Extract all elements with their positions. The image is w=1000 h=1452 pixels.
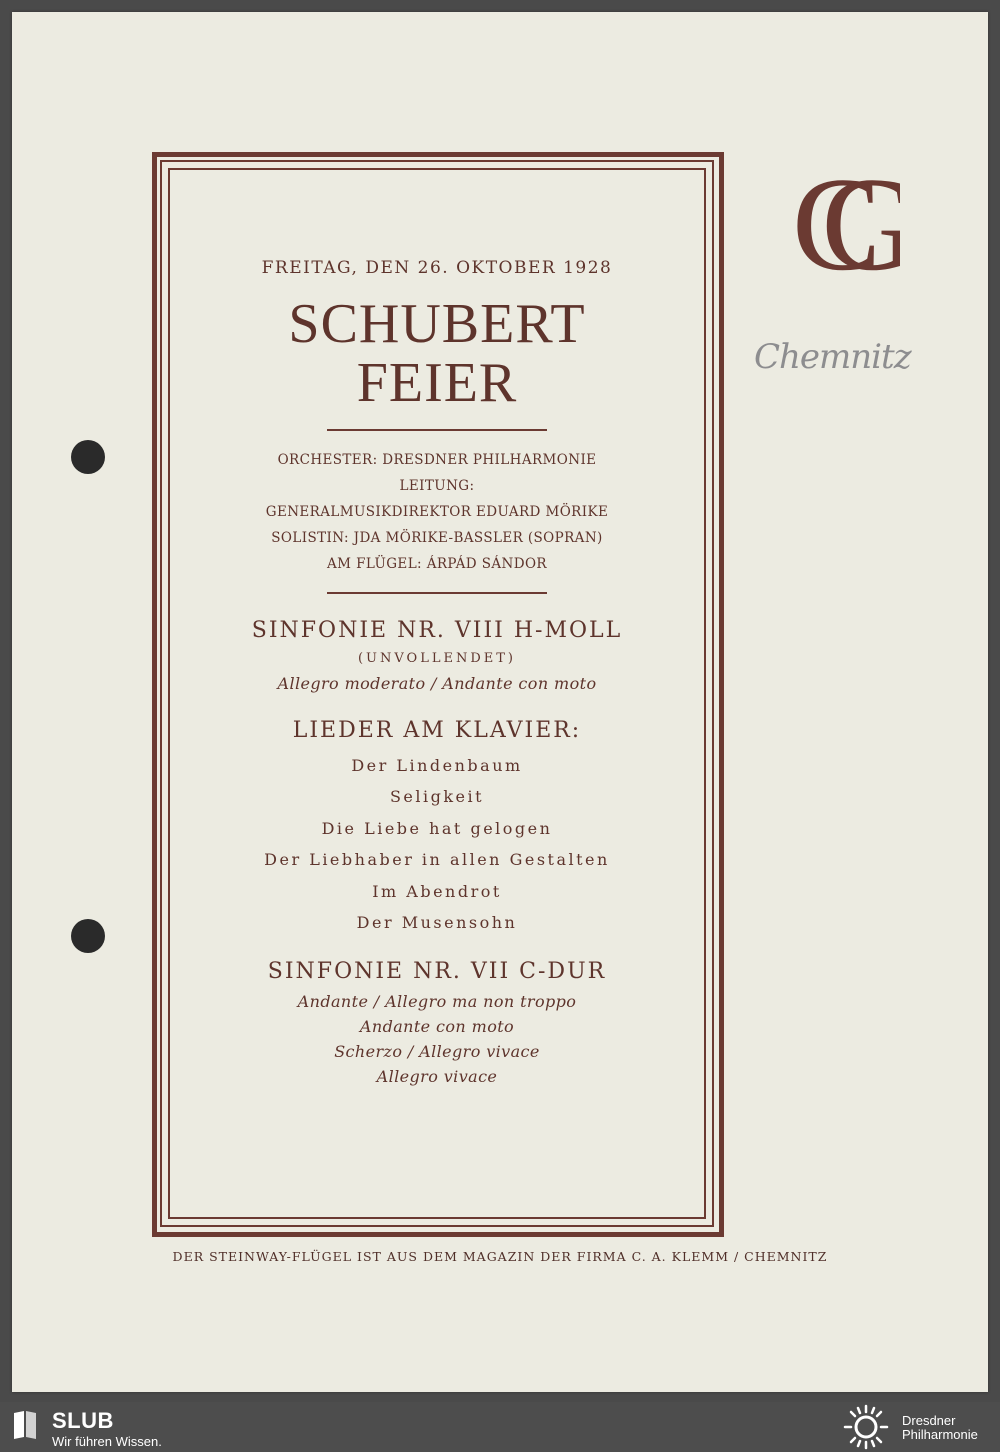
credit-orchestra: ORCHESTER: DRESDNER PHILHARMONIE xyxy=(277,451,597,468)
title-line-1: SCHUBERT xyxy=(288,293,586,355)
title-line-2: FEIER xyxy=(356,351,518,414)
slub-logo-icon xyxy=(12,1409,38,1441)
credit-pianist: AM FLÜGEL: ÁRPÁD SÁNDOR xyxy=(327,555,547,572)
movement-item: Scherzo / Allegro vivace xyxy=(334,1041,540,1061)
slub-tagline: Wir führen Wissen. xyxy=(52,1434,162,1449)
slub-name[interactable]: SLUB xyxy=(52,1408,114,1433)
symphony-7-title: SINFONIE NR. VII C-DUR xyxy=(267,958,607,984)
symphony-7-movements xyxy=(172,989,702,1089)
song-item: Seligkeit xyxy=(389,787,485,807)
song-item: Der Liebhaber in allen Gestalten xyxy=(264,850,610,870)
credit-soloist: SOLISTIN: JDA MÖRIKE-BASSLER (SOPRAN) xyxy=(271,529,603,546)
program-content xyxy=(172,172,702,1089)
song-item: Der Lindenbaum xyxy=(351,755,523,775)
program-sheet xyxy=(12,12,988,1392)
symphony-8-title: SINFONIE NR. VIII H-MOLL xyxy=(251,617,623,643)
song-item: Die Liebe hat gelogen xyxy=(321,818,553,838)
footer-note: DER STEINWAY-FLÜGEL IST AUS DEM MAGAZIN DER FIRMA C. A. KLEMM / CHEMNITZ xyxy=(172,1249,828,1264)
credit-leitung: LEITUNG: xyxy=(399,477,475,494)
punch-hole-bottom xyxy=(71,919,105,953)
movement-item: Andante con moto xyxy=(359,1016,515,1036)
symphony-8-subtitle: (UNVOLLENDET) xyxy=(357,650,516,666)
symphony-8-movements: Allegro moderato / Andante con moto xyxy=(277,673,597,693)
movement-item: Andante / Allegro ma non troppo xyxy=(297,991,577,1011)
divider-1 xyxy=(327,429,547,431)
punch-hole-top xyxy=(71,440,105,474)
credit-conductor: GENERALMUSIKDIREKTOR EDUARD MÖRIKE xyxy=(265,503,609,520)
handwritten-note: Chemnitz xyxy=(754,337,911,377)
cg-monogram xyxy=(750,157,900,282)
philharmonie-logo-icon xyxy=(840,1404,892,1450)
song-item: Der Musensohn xyxy=(356,913,518,933)
philharmonie-name-line2: Philharmonie xyxy=(902,1427,978,1442)
bottom-bar xyxy=(0,1402,1000,1452)
divider-2 xyxy=(327,592,547,594)
lieder-title: LIEDER AM KLAVIER: xyxy=(292,717,582,743)
song-list xyxy=(172,750,702,939)
philharmonie-name[interactable] xyxy=(902,1414,978,1442)
concert-date: FREITAG, DEN 26. OKTOBER 1928 xyxy=(261,258,613,278)
song-item: Im Abendrot xyxy=(372,881,502,901)
philharmonie-name-line1: Dresdner xyxy=(902,1413,956,1428)
credits xyxy=(172,447,702,577)
monogram-text: CG xyxy=(791,157,859,282)
movement-item: Allegro vivace xyxy=(376,1066,498,1086)
